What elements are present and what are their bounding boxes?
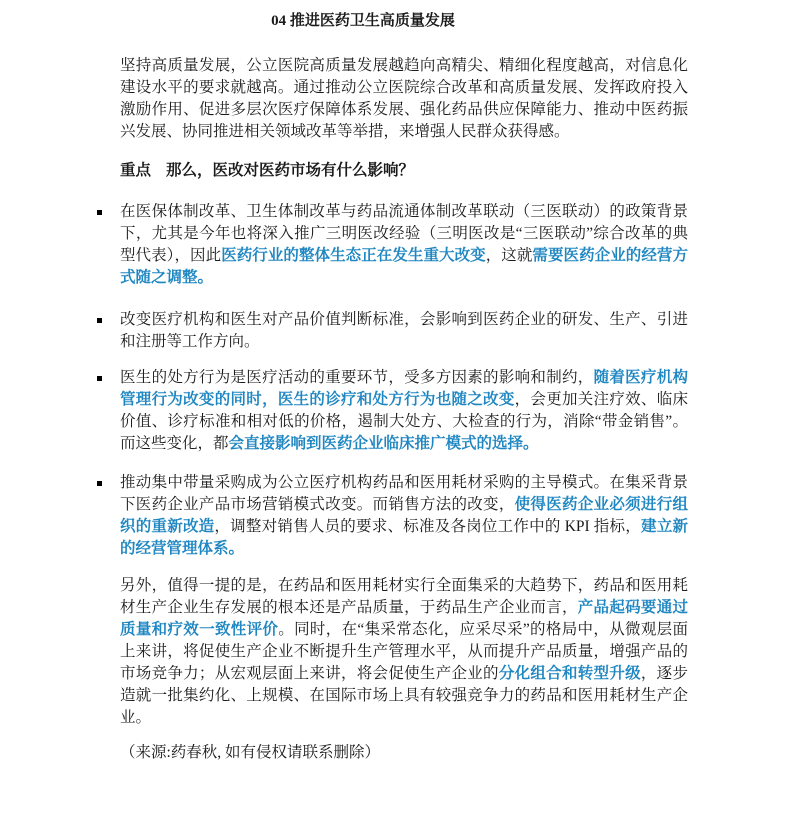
section-heading-question: 那么，医改对医药市场有什么影响？ xyxy=(166,162,415,179)
bullet-text xyxy=(120,472,688,560)
bullet-item xyxy=(120,367,688,455)
bullet-square-icon xyxy=(97,318,102,323)
closing-paragraph xyxy=(120,575,688,729)
text-run: 推动集中带量采购成为公立医疗机构药品和医用耗材采购的主导模式。在集采背景下医药企业产品市场营销模式改变。而销售方法的改变， xyxy=(120,474,688,513)
highlighted-text-run: 需要医药企业的经营方式随之调整。 xyxy=(120,247,688,286)
bullet-square-icon xyxy=(97,376,102,381)
bullet-item xyxy=(120,201,688,289)
bullet-text xyxy=(120,309,688,353)
text-run: ，逐步造就一批集约化、上规模、在国际市场上具有较强竞争力的药品和医用耗材生产企业。 xyxy=(120,665,688,726)
text-run: ，调整对销售人员的要求、标准及各岗位工作中的 KPI 指标， xyxy=(214,518,642,535)
highlighted-text-run: 随着医疗机构管理行为改变的同时，医生的诊疗和处方行为也随之改变 xyxy=(120,369,688,408)
section-heading xyxy=(120,160,688,182)
highlighted-text-run: 产品起码要通过质量和疗效一致性评价 xyxy=(120,599,688,638)
highlighted-text-run: 会直接影响到医药企业临床推广模式的选择。 xyxy=(228,435,539,452)
bullet-text xyxy=(120,201,688,289)
text-run: ，会更加关注疗效、临床价值、诊疗标准和相对低的价格，遏制大处方、大检查的行为，消除“带金销售”。而这些变化，都 xyxy=(120,391,688,452)
page-title: 04 推进医药卫生高质量发展 xyxy=(271,13,455,29)
highlighted-text-run: 建立新的经营管理体系。 xyxy=(120,518,688,557)
highlighted-text-run: 分化组合和转型升级 xyxy=(498,665,641,682)
bullet-text xyxy=(120,367,688,455)
intro-paragraph: 坚持高质量发展，公立医院高质量发展越趋向高精尖、精细化程度越高，对信息化建设水平的要求就越高。通过推动公立医院综合改革和高质量发展、发挥政府投入激励作用、促进多层次医疗保障体系发展、强化药品供应保障能力、推动中医药振兴发展、协同推进相关领域改革等举措，来增强人民群众获得感。 xyxy=(120,57,688,140)
bullet-square-icon xyxy=(97,481,102,486)
text-run: ，这就 xyxy=(485,247,533,264)
highlighted-text-run: 医药行业的整体生态正在发生重大改变 xyxy=(221,247,486,264)
bullet-item xyxy=(120,472,688,560)
text-run: 在医保体制改革、卫生体制改革与药品流通体制改革联动（三医联动）的政策背景下，尤其是今年也将深入推广三明医改经验（三明医改是“三医联动”综合改革的典型代表），因此 xyxy=(120,203,688,264)
bullet-square-icon xyxy=(97,210,102,215)
text-run: 医生的处方行为是医疗活动的重要环节，受多方因素的影响和制约， xyxy=(120,369,594,386)
text-run: 另外，值得一提的是，在药品和医用耗材实行全面集采的大趋势下，药品和医用耗材生产企业生存发展的根本还是产品质量，于药品生产企业而言， xyxy=(120,577,688,616)
highlighted-text-run: 使得医药企业必须进行组织的重新改造 xyxy=(120,496,688,535)
section-heading-label: 重点 xyxy=(120,162,152,179)
source-note: （来源:药春秋, 如有侵权请联系删除） xyxy=(120,744,381,761)
bullet-item xyxy=(120,309,688,353)
text-run: 。同时，在“集采常态化，应采尽采”的格局中，从微观层面上来讲，将促使生产企业不断提升生产管理水平，从而提升产品质量，增强产品的市场竞争力；从宏观层面上来讲，将会促使生产企业的 xyxy=(120,621,688,682)
text-run: 改变医疗机构和医生对产品价值判断标准，会影响到医药企业的研发、生产、引进和注册等工作方向。 xyxy=(120,311,688,350)
